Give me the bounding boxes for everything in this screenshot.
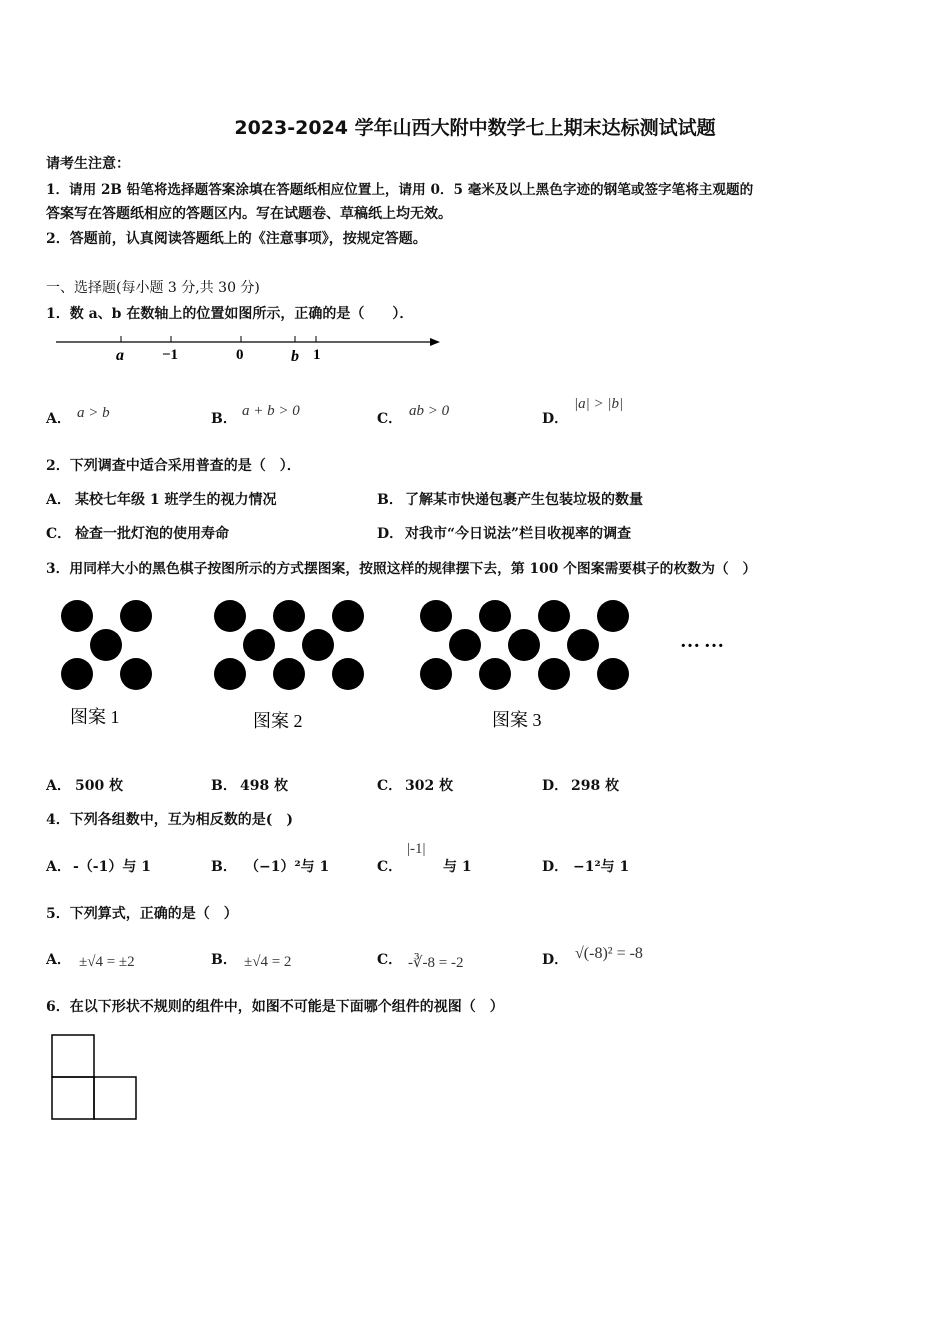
- q5-option-b-label: B．: [211, 952, 237, 968]
- q4-option-d-label: D．: [542, 859, 569, 875]
- q1-option-a-expr: a > b: [77, 405, 110, 421]
- pattern-1: [61, 600, 152, 690]
- q2-option-c-text: 检查一批灯泡的使用寿命: [75, 526, 229, 542]
- q4-option-b-text: （−1）²与 1: [245, 859, 330, 875]
- number-line-label-b: b: [291, 348, 299, 365]
- q2-option-d-text: 对我市“今日说法”栏目收视率的调查: [405, 526, 632, 542]
- q3-option-c-text: 302 枚: [405, 778, 454, 794]
- notice-line-1: 1．请用 2B 铅笔将选择题答案涂填在答题纸相应位置上，请用 0．5 毫米及以上黑色字迹的钢笔或签字笔将主观题的: [46, 182, 754, 198]
- pattern-ellipsis: ……: [680, 630, 728, 652]
- q2-option-c-label: C．: [46, 526, 72, 542]
- q1-option-b-expr: a + b > 0: [242, 403, 300, 419]
- pattern-label-3: 图案 3: [492, 710, 542, 730]
- q4-option-d-text: −1²与 1: [573, 859, 630, 875]
- q4-option-c-text: 与 1: [443, 859, 472, 875]
- q2-stem: 2．下列调查中适合采用普查的是（ ）．: [46, 458, 301, 474]
- q5-stem: 5．下列算式，正确的是（ ）: [46, 906, 238, 922]
- section-heading: 一、选择题(每小题 3 分,共 30 分): [46, 280, 260, 296]
- q4-option-c-label: C．: [377, 859, 403, 875]
- number-line: [50, 328, 450, 368]
- q3-option-d-text: 298 枚: [571, 778, 620, 794]
- q2-option-d-label: D．: [377, 526, 404, 542]
- q3-option-a-text: 500 枚: [75, 778, 124, 794]
- pattern-label-2: 图案 2: [253, 711, 303, 731]
- page-title: 2023-2024 学年山西大附中数学七上期末达标测试试题: [234, 117, 716, 139]
- q1-option-d-expr: |a| > |b|: [574, 396, 624, 412]
- q1-option-a-label: A．: [46, 411, 71, 427]
- q1-stem: 1．数 a、b 在数轴上的位置如图所示，正确的是（ ）．: [46, 306, 414, 322]
- q2-option-a-text: 某校七年级 1 班学生的视力情况: [75, 492, 277, 508]
- q5-option-d-label: D．: [542, 952, 569, 968]
- q5-option-a-label: A．: [46, 952, 71, 968]
- pattern-3: [420, 600, 629, 690]
- q2-option-a-label: A．: [46, 492, 71, 508]
- q4-stem: 4．下列各组数中，互为相反数的是( ): [46, 812, 293, 828]
- q4-option-a-label: A．: [46, 859, 71, 875]
- q5-option-c-label: C．: [377, 952, 403, 968]
- q4-option-c-expr: |-1|: [407, 841, 426, 857]
- q3-option-b-text: 498 枚: [240, 778, 289, 794]
- notice-line-3: 2．答题前，认真阅读答题纸上的《注意事项》，按规定答题。: [46, 231, 427, 247]
- q1-option-c-label: C．: [377, 411, 403, 427]
- q4-option-a-text: -（-1）与 1: [73, 859, 151, 875]
- number-line-label-0: 0: [236, 347, 244, 363]
- q1-option-d-label: D．: [542, 411, 569, 427]
- q5-option-d-expr: √(-8)² = -8: [575, 945, 643, 962]
- number-line-label-a: a: [116, 347, 124, 364]
- notice-heading: 请考生注意：: [46, 156, 130, 172]
- q2-option-b-text: 了解某市快递包裹产生包装垃圾的数量: [405, 492, 643, 508]
- view-figure: [50, 1033, 140, 1123]
- q5-option-a-expr: ±√4 = ±2: [79, 954, 135, 970]
- q4-option-b-label: B．: [211, 859, 237, 875]
- q3-option-c-label: C．: [377, 778, 403, 794]
- q6-stem: 6．在以下形状不规则的组件中，如图不可能是下面哪个组件的视图（ ）: [46, 999, 504, 1015]
- q3-option-b-label: B．: [211, 778, 237, 794]
- q1-option-b-label: B．: [211, 411, 237, 427]
- number-line-label-neg1: −1: [162, 347, 179, 363]
- chess-pattern-figure: [50, 595, 770, 740]
- q3-option-d-label: D．: [542, 778, 569, 794]
- q1-option-c-expr: ab > 0: [409, 403, 450, 419]
- q5-option-c-expr: -∛-8 = -2: [408, 955, 464, 971]
- pattern-2: [214, 600, 364, 690]
- pattern-label-1: 图案 1: [70, 707, 120, 727]
- q2-option-b-label: B．: [377, 492, 403, 508]
- q3-option-a-label: A．: [46, 778, 71, 794]
- notice-line-2: 答案写在答题纸相应的答题区内。写在试题卷、草稿纸上均无效。: [46, 206, 452, 222]
- q3-stem: 3．用同样大小的黑色棋子按图所示的方式摆图案，按照这样的规律摆下去，第 100 个图案需要棋子的枚数为（ ）: [46, 561, 757, 577]
- q5-option-b-expr: ±√4 = 2: [244, 954, 292, 970]
- number-line-label-1: 1: [313, 347, 321, 363]
